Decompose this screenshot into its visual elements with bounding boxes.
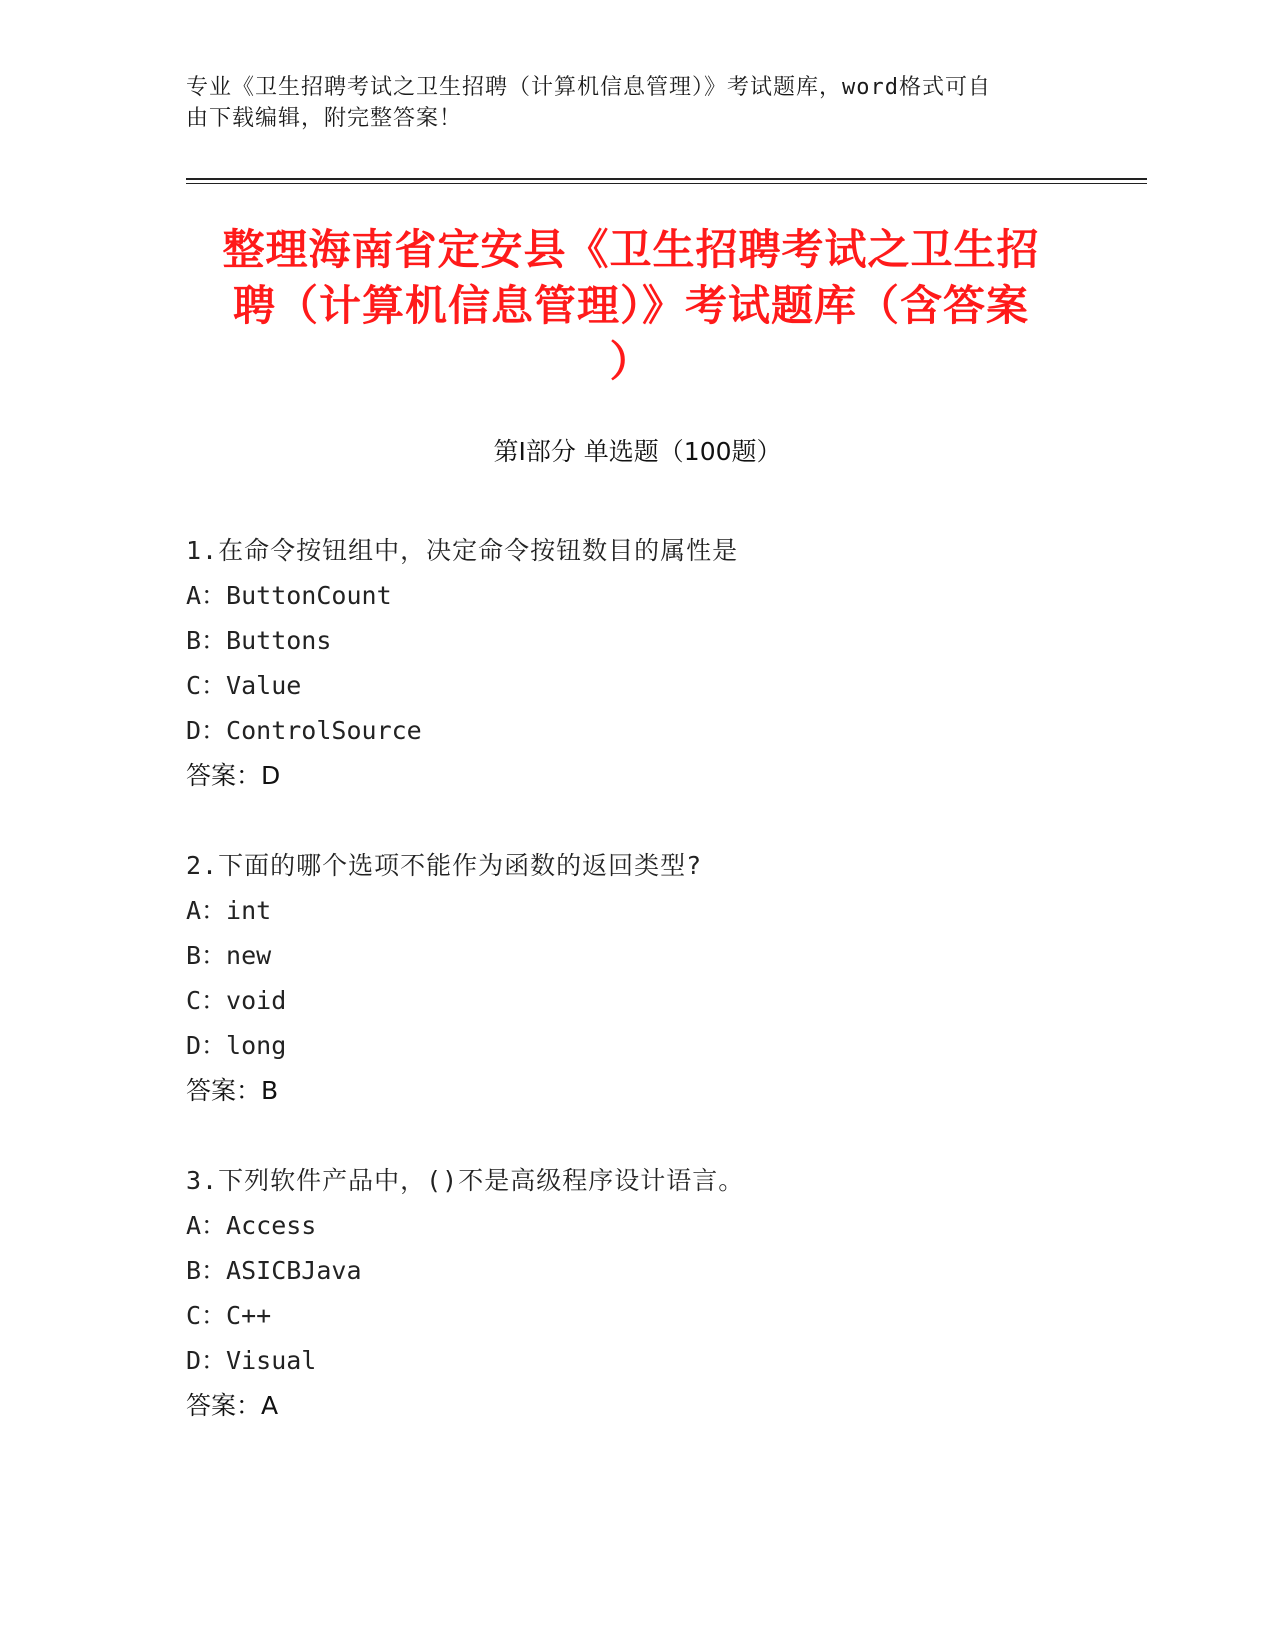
question-item	[186, 1158, 1086, 1428]
question-stem: 3.下列软件产品中，()不是高级程序设计语言。	[186, 1166, 745, 1195]
question-item	[186, 528, 1086, 798]
option-a: A：ButtonCount	[186, 581, 392, 610]
option-d: D：Visual	[186, 1346, 317, 1375]
question-item	[186, 843, 1086, 1113]
section-heading: 第Ⅰ部分 单选题（100题）	[493, 437, 782, 466]
document-title	[186, 222, 1076, 390]
option-b: B：new	[186, 941, 272, 970]
question-list	[186, 528, 1086, 1473]
header-note-line-2: 由下载编辑，附完整答案！	[186, 106, 463, 131]
document-title-line-1: 整理海南省定安县《卫生招聘考试之卫生招	[222, 225, 1040, 274]
option-a: A：int	[186, 896, 272, 925]
document-title-line-2: 聘（计算机信息管理）》考试题库（含答案	[232, 281, 1029, 330]
option-b: B：Buttons	[186, 626, 332, 655]
document-title-line-3: ）	[609, 337, 653, 386]
answer-text: 答案：D	[186, 761, 281, 790]
header-note	[186, 72, 1086, 134]
header-note-line-1: 专业《卫生招聘考试之卫生招聘（计算机信息管理）》考试题库，word格式可自	[186, 75, 991, 100]
answer-text: 答案：A	[186, 1391, 279, 1420]
answer-text: 答案：B	[186, 1076, 279, 1105]
header-divider-thin	[186, 183, 1147, 184]
option-a: A：Access	[186, 1211, 317, 1240]
header-divider-thick	[186, 178, 1147, 180]
option-c: C：C++	[186, 1301, 272, 1330]
option-d: D：long	[186, 1031, 287, 1060]
option-d: D：ControlSource	[186, 716, 422, 745]
question-stem: 2.下面的哪个选项不能作为函数的返回类型?	[186, 851, 703, 880]
option-b: B：ASICBJava	[186, 1256, 362, 1285]
question-stem: 1.在命令按钮组中，决定命令按钮数目的属性是	[186, 536, 739, 565]
option-c: C：Value	[186, 671, 302, 700]
option-c: C：void	[186, 986, 287, 1015]
